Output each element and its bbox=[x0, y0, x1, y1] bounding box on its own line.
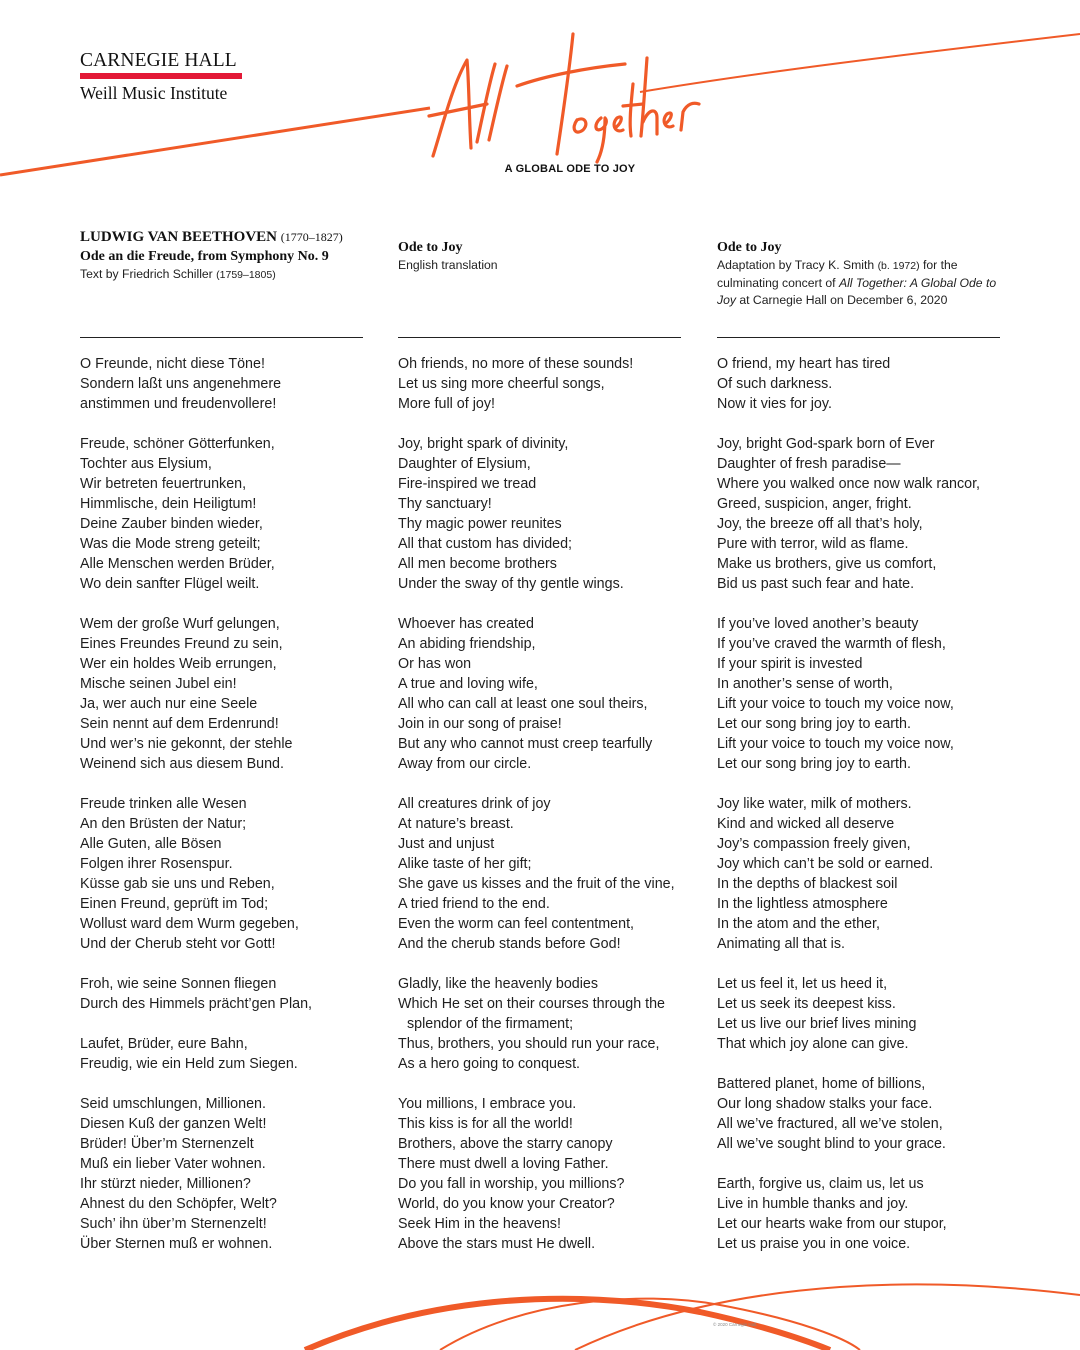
verse-line: Sein nennt auf dem Erdenrund! bbox=[80, 716, 279, 732]
verse-line: Greed, suspicion, anger, fright. bbox=[717, 496, 912, 512]
verse-line: That which joy alone can give. bbox=[717, 1036, 909, 1052]
verse-line: Seid umschlungen, Millionen. bbox=[80, 1096, 266, 1112]
verse-line: Wem der große Wurf gelungen, bbox=[80, 616, 280, 632]
verse-line: Even the worm can feel contentment, bbox=[398, 916, 635, 932]
header-spacer bbox=[717, 228, 1002, 238]
stanza bbox=[398, 1094, 683, 1254]
verse-line: Brüder! Über’m Sternenzelt bbox=[80, 1136, 254, 1152]
verse-line: Seek Him in the heavens! bbox=[398, 1216, 561, 1232]
stanza bbox=[717, 614, 1002, 774]
verse-line: All who can call at least one soul theirs, bbox=[398, 696, 648, 712]
verse-line: Froh, wie seine Sonnen fliegen bbox=[80, 976, 277, 992]
verse-line: Mische seinen Jubel ein! bbox=[80, 676, 237, 692]
page-subtitle: A GLOBAL ODE TO JOY bbox=[504, 163, 636, 175]
verse-line: Deine Zauber binden wieder, bbox=[80, 516, 263, 532]
logo-red-bar bbox=[80, 73, 242, 79]
column-divider bbox=[398, 337, 681, 338]
concert-title: All Together: A Global Ode to Joy bbox=[717, 276, 997, 307]
verse-line: In the depths of blackest soil bbox=[717, 876, 898, 892]
verse-line: Weinend sich aus diesem Bund. bbox=[80, 756, 284, 772]
stanza bbox=[80, 354, 365, 414]
verse-line: Let us praise you in one voice. bbox=[717, 1236, 911, 1252]
composer-dates: (1770–1827) bbox=[280, 230, 343, 244]
verse-line: Alle Menschen werden Brüder, bbox=[80, 556, 275, 572]
concert-venue-date: at Carnegie Hall on December 6, 2020 bbox=[739, 293, 948, 307]
verse-line: Let us feel it, let us heed it, bbox=[717, 976, 888, 992]
verses bbox=[80, 354, 365, 1254]
stanza bbox=[398, 434, 683, 594]
verse-line: There must dwell a loving Father. bbox=[398, 1156, 609, 1172]
verse-line: Oh friends, no more of these sounds! bbox=[398, 356, 634, 372]
verse-line: Bid us past such fear and hate. bbox=[717, 576, 915, 592]
verse-line: World, do you know your Creator? bbox=[398, 1196, 615, 1212]
verse-line: Alike taste of her gift; bbox=[398, 856, 532, 872]
verse-line: Let our hearts wake from our stupor, bbox=[717, 1216, 947, 1232]
verse-line: Folgen ihrer Rosenspur. bbox=[80, 856, 233, 872]
logo-name: CARNEGIE HALL bbox=[80, 50, 237, 71]
verse-line: Make us brothers, give us comfort, bbox=[717, 556, 937, 572]
column-header bbox=[398, 228, 683, 326]
verse-line: You millions, I embrace you. bbox=[398, 1096, 577, 1112]
verse-line: Joy, bright spark of divinity, bbox=[398, 436, 569, 452]
text-credit bbox=[80, 266, 365, 284]
verse-line: Daughter of fresh paradise— bbox=[717, 456, 901, 472]
verse-line: Eines Freundes Freund zu sein, bbox=[80, 636, 283, 652]
verse-line: Just and unjust bbox=[398, 836, 495, 852]
verse-line: At nature’s breast. bbox=[398, 816, 514, 832]
verse-line: Our long shadow stalks your face. bbox=[717, 1096, 933, 1112]
verse-line: Battered planet, home of billions, bbox=[717, 1076, 926, 1092]
verse-line: Which He set on their courses through the bbox=[398, 996, 666, 1012]
verse-line: O Freunde, nicht diese Töne! bbox=[80, 356, 265, 372]
verse-line: Sondern laßt uns angenehmere bbox=[80, 376, 282, 392]
verse-line: And the cherub stands before God! bbox=[398, 936, 621, 952]
verse-line: Earth, forgive us, claim us, let us bbox=[717, 1176, 924, 1192]
stanza bbox=[398, 614, 683, 774]
verse-line: Wir betreten feuertrunken, bbox=[80, 476, 247, 492]
verse-line: If you’ve loved another’s beauty bbox=[717, 616, 919, 632]
verse-line: Thy magic power reunites bbox=[398, 516, 562, 532]
verse-line: In another’s sense of worth, bbox=[717, 676, 893, 692]
verse-line: Freude, schöner Götterfunken, bbox=[80, 436, 275, 452]
verse-line: Joy, the breeze off all that’s holy, bbox=[717, 516, 923, 532]
verse-line: All men become brothers bbox=[398, 556, 557, 572]
adaptation-note bbox=[717, 257, 1002, 309]
verse-line: Or has won bbox=[398, 656, 472, 672]
verse-line: Ja, wer auch nur eine Seele bbox=[80, 696, 258, 712]
verse-line: Über Sternen muß er wohnen. bbox=[80, 1236, 273, 1252]
verse-line: Let us live our brief lives mining bbox=[717, 1016, 917, 1032]
verse-line: Joy’s compassion freely given, bbox=[717, 836, 911, 852]
verse-line: Thy sanctuary! bbox=[398, 496, 492, 512]
verse-line: Kind and wicked all deserve bbox=[717, 816, 895, 832]
verse-line: Let us sing more cheerful songs, bbox=[398, 376, 605, 392]
verse-line: Joy like water, milk of mothers. bbox=[717, 796, 912, 812]
verse-line: If you’ve craved the warmth of flesh, bbox=[717, 636, 946, 652]
verse-line: All we’ve sought blind to your grace. bbox=[717, 1136, 946, 1152]
verse-line: Freude trinken alle Wesen bbox=[80, 796, 247, 812]
column-divider bbox=[717, 337, 1000, 338]
verse-line: Und der Cherub steht vor Gott! bbox=[80, 936, 276, 952]
column-adaptation bbox=[717, 228, 1002, 1274]
verse-line: Thus, brothers, you should run your race, bbox=[398, 1036, 660, 1052]
adaptation-occasion: for the culminating concert of bbox=[717, 258, 958, 290]
stanza bbox=[80, 434, 365, 594]
column-header bbox=[80, 228, 365, 326]
bottom-swoosh-arc-3 bbox=[575, 1284, 1080, 1350]
verse-line: Und wer’s nie gekonnt, der stehle bbox=[80, 736, 293, 752]
text-credit-dates: (1759–1805) bbox=[216, 269, 276, 281]
verse-line: Join in our song of praise! bbox=[398, 716, 562, 732]
column-english-translation bbox=[398, 228, 683, 1274]
verse-line: Freudig, wie ein Held zum Siegen. bbox=[80, 1056, 298, 1072]
verse-line: Was die Mode streng geteilt; bbox=[80, 536, 261, 552]
verse-line: Animating all that is. bbox=[717, 936, 845, 952]
verse-line: Lift your voice to touch my voice now, bbox=[717, 696, 954, 712]
verse-line: Küsse gab sie uns und Reben, bbox=[80, 876, 275, 892]
carnegie-hall-logo bbox=[80, 51, 242, 103]
stanza bbox=[398, 794, 683, 954]
column-header bbox=[717, 228, 1002, 326]
verse-line: Brothers, above the starry canopy bbox=[398, 1136, 613, 1152]
stanza bbox=[80, 974, 365, 1014]
stanza bbox=[398, 354, 683, 414]
translation-note: English translation bbox=[398, 258, 498, 272]
verse-line: Wo dein sanfter Flügel weilt. bbox=[80, 576, 260, 592]
verse-line: splendor of the firmament; bbox=[407, 1016, 574, 1032]
verse-line: anstimmen und freudenvollere! bbox=[80, 396, 277, 412]
verse-line: A tried friend to the end. bbox=[398, 896, 550, 912]
verse-line: Joy, bright God-spark born of Ever bbox=[717, 436, 935, 452]
adaptation-dates: (b. 1972) bbox=[877, 260, 920, 272]
verse-line: O friend, my heart has tired bbox=[717, 356, 891, 372]
verse-line: Where you walked once now walk rancor, bbox=[717, 476, 981, 492]
composer-name: LUDWIG VAN BEETHOVEN bbox=[80, 229, 277, 245]
verse-line: Alle Guten, alle Bösen bbox=[80, 836, 222, 852]
verse-line: Such’ ihn über’m Sternenzelt! bbox=[80, 1216, 267, 1232]
verse-line: Lift your voice to touch my voice now, bbox=[717, 736, 954, 752]
verse-line: Joy which can’t be sold or earned. bbox=[717, 856, 934, 872]
verse-line: A true and loving wife, bbox=[398, 676, 538, 692]
verse-line: She gave us kisses and the fruit of the vine, bbox=[398, 876, 675, 892]
stanza bbox=[80, 1034, 365, 1074]
verse-line: Let our song bring joy to earth. bbox=[717, 756, 911, 772]
bottom-swoosh-arc-2 bbox=[440, 1299, 860, 1350]
verse-line: Let our song bring joy to earth. bbox=[717, 716, 911, 732]
verse-line: But any who cannot must creep tearfully bbox=[398, 736, 653, 752]
verse-line: Muß ein lieber Vater wohnen. bbox=[80, 1156, 266, 1172]
verse-line: Whoever has created bbox=[398, 616, 534, 632]
copyright-notice: © 2020 Carnegie Hall. bbox=[713, 1322, 758, 1327]
verse-line: In the atom and the ether, bbox=[717, 916, 880, 932]
verse-line: All that custom has divided; bbox=[398, 536, 573, 552]
verse-line: Tochter aus Elysium, bbox=[80, 456, 212, 472]
stanza bbox=[80, 614, 365, 774]
text-credit-prefix: Text by Friedrich Schiller bbox=[80, 267, 213, 281]
verse-line: Let us seek its deepest kiss. bbox=[717, 996, 896, 1012]
verse-line: If your spirit is invested bbox=[717, 656, 863, 672]
verse-line: Ihr stürzt nieder, Millionen? bbox=[80, 1176, 251, 1192]
composer-heading bbox=[80, 228, 365, 247]
top-swoosh-line bbox=[0, 108, 430, 175]
verses bbox=[717, 354, 1002, 1254]
stanza bbox=[80, 794, 365, 954]
verse-line: Durch des Himmels prächt’gen Plan, bbox=[80, 996, 313, 1012]
verse-line: More full of joy! bbox=[398, 396, 495, 412]
column-divider bbox=[80, 337, 363, 338]
verse-line: Live in humble thanks and joy. bbox=[717, 1196, 909, 1212]
verse-line: All creatures drink of joy bbox=[398, 796, 551, 812]
verse-line: Himmlische, dein Heiligtum! bbox=[80, 496, 257, 512]
stanza bbox=[398, 974, 683, 1074]
verse-line: Diesen Kuß der ganzen Welt! bbox=[80, 1116, 267, 1132]
verse-line: Do you fall in worship, you millions? bbox=[398, 1176, 625, 1192]
verse-line: Wollust ward dem Wurm gegeben, bbox=[80, 916, 299, 932]
verse-line: Now it vies for joy. bbox=[717, 396, 832, 412]
verse-line: Above the stars must He dwell. bbox=[398, 1236, 596, 1252]
verse-line: In the lightless atmosphere bbox=[717, 896, 888, 912]
stanza bbox=[717, 434, 1002, 594]
verse-line: Wer ein holdes Weib errungen, bbox=[80, 656, 277, 672]
stanza bbox=[717, 354, 1002, 414]
verse-line: An den Brüsten der Natur; bbox=[80, 816, 247, 832]
header-spacer bbox=[398, 228, 683, 238]
verse-line: Gladly, like the heavenly bodies bbox=[398, 976, 599, 992]
verse-line: Away from our circle. bbox=[398, 756, 532, 772]
verse-line: Daughter of Elysium, bbox=[398, 456, 531, 472]
work-title: Ode an die Freude, from Symphony No. 9 bbox=[80, 249, 329, 264]
column-german-original bbox=[80, 228, 365, 1274]
work-title: Ode to Joy bbox=[398, 240, 463, 255]
stanza bbox=[717, 1074, 1002, 1154]
verse-line: Under the sway of thy gentle wings. bbox=[398, 576, 624, 592]
verse-line: Laufet, Brüder, eure Bahn, bbox=[80, 1036, 248, 1052]
verse-line: Fire-inspired we tread bbox=[398, 476, 537, 492]
verse-line: An abiding friendship, bbox=[398, 636, 536, 652]
stanza bbox=[717, 974, 1002, 1054]
verse-line: Einen Freund, geprüft im Tod; bbox=[80, 896, 269, 912]
stanza bbox=[717, 794, 1002, 954]
stanza bbox=[717, 1174, 1002, 1254]
verse-line: Ahnest du den Schöpfer, Welt? bbox=[80, 1196, 277, 1212]
verse-line: All we’ve fractured, all we’ve stolen, bbox=[717, 1116, 943, 1132]
verse-line: This kiss is for all the world! bbox=[398, 1116, 573, 1132]
all-together-script-logo bbox=[425, 24, 710, 164]
verse-line: Of such darkness. bbox=[717, 376, 833, 392]
work-title: Ode to Joy bbox=[717, 240, 782, 255]
verse-line: As a hero going to conquest. bbox=[398, 1056, 581, 1072]
stanza bbox=[80, 1094, 365, 1254]
verse-line: Pure with terror, wild as flame. bbox=[717, 536, 909, 552]
verses bbox=[398, 354, 683, 1254]
adaptation-credit: Adaptation by Tracy K. Smith bbox=[717, 258, 875, 272]
logo-subtitle: Weill Music Institute bbox=[80, 83, 228, 103]
